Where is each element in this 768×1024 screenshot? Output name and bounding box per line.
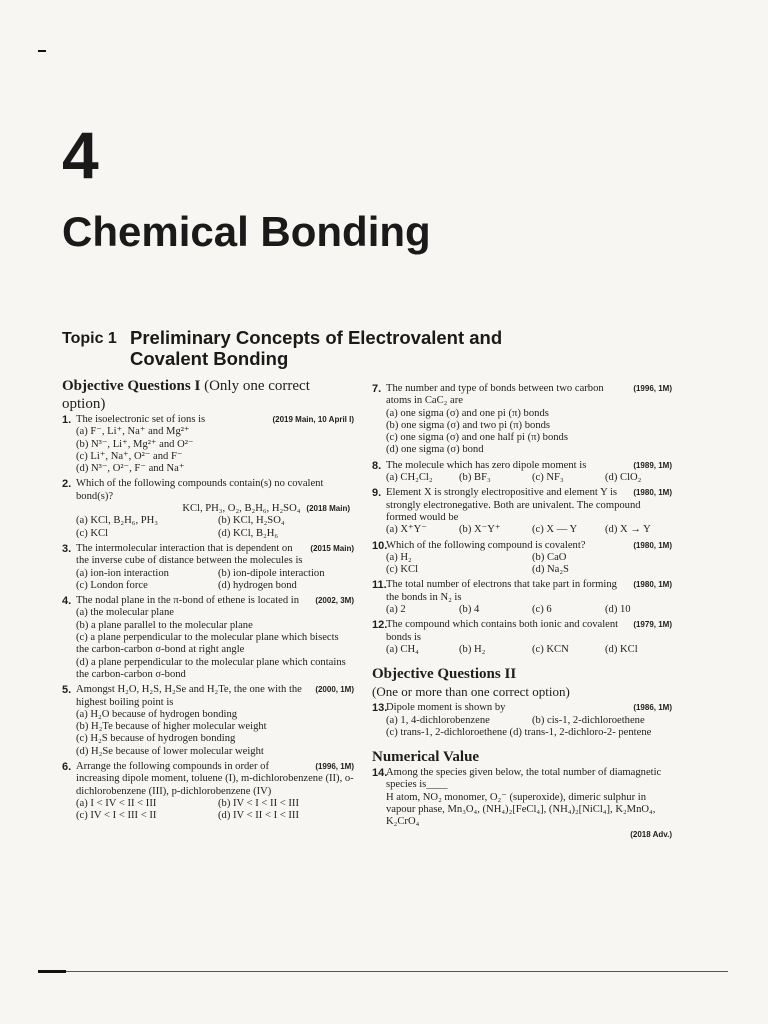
question-number: 4. xyxy=(62,595,72,608)
option: (a) one sigma (σ) and one pi (π) bonds xyxy=(386,407,549,419)
option-list xyxy=(386,524,672,536)
option: (d) ClO₂ xyxy=(605,472,642,484)
option-list xyxy=(386,604,672,616)
option: (a) H₂ xyxy=(386,551,412,563)
option: (c) one sigma (σ) and one half pi (π) bonds xyxy=(386,432,568,444)
q14-species-list: H atom, NO₂ monomer, O₂⁻ (superoxide), dimeric sulphur in vapour phase, Mn₃O₄, (NH₄)₂[FeCl₄], (NH₄)₂[NiCl₄], K₂MnO₄, K₂CrO₄ xyxy=(386,791,656,828)
question-text: The total number of electrons that take part in forming the bonds in N₂ is xyxy=(386,579,617,603)
question-text: The isoelectronic set of ions is xyxy=(76,414,206,425)
exam-tag: (2015 Main) xyxy=(310,543,354,553)
question-number: 7. xyxy=(372,383,382,395)
option: (d) KCl, B₂H₆ xyxy=(218,527,279,539)
question-number: 11. xyxy=(372,579,387,592)
option: (b) H₂Te because of higher molecular weight xyxy=(76,721,267,733)
question-text: The number and type of bonds between two carbon atoms in CaC₂ are xyxy=(386,383,604,407)
option: (b) one sigma (σ) and two pi (π) bonds xyxy=(386,419,551,431)
question-text: The nodal plane in the π-bond of ethene is located in xyxy=(76,595,300,607)
question-text: Amongst H₂O, H₂S, H₂Se and H₂Te, the one with the highest boiling point is xyxy=(76,684,302,708)
option: (c) H₂S because of hydrogen bonding xyxy=(76,733,236,745)
question-text: The compound which contains both ionic and covalent bonds is xyxy=(386,619,619,643)
q13-options xyxy=(386,715,672,727)
section-heading-numerical: Numerical Value xyxy=(372,749,480,766)
option: (a) CH₄ xyxy=(386,643,419,655)
option: (a) H₂O because of hydrogen bonding xyxy=(76,708,238,720)
question-10 xyxy=(372,540,672,577)
option: (a) F⁻, Li⁺, Na⁺ and Mg²⁺ xyxy=(76,426,190,438)
option: (d) IV < II < I < III xyxy=(218,810,299,822)
section-heading-objective-1: Objective Questions I (Only one correct option) xyxy=(62,378,310,412)
option: (b) BF₃ xyxy=(459,472,491,484)
option: (a) X⁺Y⁻ xyxy=(386,524,427,536)
question-6 xyxy=(62,761,354,822)
option: (b) N³⁻, Li⁺, Mg²⁺ and O²⁻ xyxy=(76,438,194,450)
question-number: 10. xyxy=(372,539,388,552)
question-text: Which of the following compounds contain(s) no covalent bond(s)? xyxy=(76,478,324,502)
option: (c) X — Y xyxy=(532,524,578,536)
exam-tag: (1989, 1M) xyxy=(633,460,672,470)
exam-tag: (1980, 1M) xyxy=(633,580,672,590)
question-12 xyxy=(372,619,672,656)
option: (a) 2 xyxy=(386,604,406,616)
option-list xyxy=(386,552,672,577)
option: (c) Li⁺, Na⁺, O²⁻ and F⁻ xyxy=(76,450,183,462)
option: (d) one sigma (σ) bond xyxy=(386,444,484,456)
option-list xyxy=(386,408,672,457)
page-edge-mark xyxy=(38,50,46,52)
question-4 xyxy=(62,595,354,681)
question-text: The molecule which has zero dipole moment is xyxy=(386,459,587,471)
section-heading-objective-2: Objective Questions II xyxy=(372,666,517,683)
question-number: 6. xyxy=(62,761,72,774)
option-list xyxy=(386,472,672,484)
question-2 xyxy=(62,478,354,539)
question-5 xyxy=(62,684,354,758)
chapter-title: Chemical Bonding xyxy=(62,208,431,255)
exam-tag: (2019 Main, 10 April I) xyxy=(272,415,354,424)
question-11 xyxy=(372,579,672,616)
question-text: Which of the following compound is covalent? xyxy=(386,539,586,551)
option: (b) IV < I < II < III xyxy=(218,797,299,809)
option: (b) KCl, H₂SO₄ xyxy=(218,515,285,527)
exam-tag: (2002, 3M) xyxy=(315,596,354,606)
footer-rule xyxy=(38,971,728,972)
option: (a) KCl, B₂H₆, PH₃ xyxy=(76,515,158,527)
option: (c) KCl xyxy=(76,527,109,539)
option-list xyxy=(76,607,354,681)
option: (d) N³⁻, O²⁻, F⁻ and Na⁺ xyxy=(76,463,185,475)
option: (b) 4 xyxy=(459,604,480,616)
exam-tag: (2018 Adv.) xyxy=(630,829,672,839)
option-list xyxy=(76,515,354,540)
exam-tag: (2018 Main) xyxy=(306,504,350,514)
option: (a) I < IV < II < III xyxy=(76,797,157,809)
question-1 xyxy=(62,414,354,475)
exam-tag: (1996, 1M) xyxy=(315,762,354,772)
section-note-objective-2: (One or more than one correct option) xyxy=(372,684,570,700)
option: (b) ion-dipole interaction xyxy=(218,567,325,579)
option: (c) a plane perpendicular to the molecular plane which bisects the carbon-carbon σ-bond at right angle xyxy=(76,632,339,656)
option: (b) X⁻Y⁺ xyxy=(459,524,501,536)
question-list-left xyxy=(62,414,354,823)
option: (a) CH₂Cl₂ xyxy=(386,472,433,484)
option: (d) X → Y xyxy=(605,524,651,536)
option: (a) the molecular plane xyxy=(76,607,174,619)
option: (d) H₂Se because of lower molecular weight xyxy=(76,745,264,757)
question-list-right xyxy=(372,383,672,656)
option-list xyxy=(76,798,354,823)
question-number: 12. xyxy=(372,619,388,632)
question-number: 8. xyxy=(372,459,382,472)
option-list xyxy=(76,568,354,593)
question-14: 14. Among the species given below, the total number of diamagnetic species is____ H atom, NO₂ monomer, O₂⁻ (superoxide), dimeric sulphur in vapour phase, Mn₃O₄, (NH₄)₂[FeCl₄], (NH₄)₂[NiCl₄], K₂MnO₄, K₂CrO₄ (2018 Adv.) xyxy=(372,767,672,841)
question-text: Arrange the following compounds in order of increasing dipole moment, toluene (I), m-dichlorobenzene (II), o-dichlorobenzene (III), p-dichlorobenzene (IV) xyxy=(76,761,354,797)
exam-tag: (1996, 1M) xyxy=(633,384,672,393)
option: (c) London force xyxy=(76,579,148,591)
option: (c) IV < I < III < II xyxy=(76,810,157,822)
formula-line: KCl, PH₃, O₂, B₂H₆, H₂SO₄ xyxy=(182,503,301,515)
option: (c) 6 xyxy=(532,604,552,616)
option: (d) hydrogen bond xyxy=(218,579,297,591)
question-number: 3. xyxy=(62,542,72,555)
option: (d) a plane perpendicular to the molecular plane which contains the carbon-carbon σ-bond xyxy=(76,656,346,680)
option: (c) NF₃ xyxy=(532,472,564,484)
question-text: Element X is strongly electropositive and element Y is strongly electronegative. Both are univalent. The compound formed would be xyxy=(386,487,641,523)
option: (d) Na₂S xyxy=(532,564,569,576)
question-number: 2. xyxy=(62,478,72,491)
exam-tag: (2000, 1M) xyxy=(315,685,354,695)
option: (a) 1, 4-dichlorobenzene xyxy=(386,714,490,726)
question-text: The intermolecular interaction that is dependent on the inverse cube of distance between the molecules is xyxy=(76,542,303,567)
option: (b) cis-1, 2-dichloroethene xyxy=(532,714,645,726)
topic-label: Topic 1 xyxy=(62,330,117,347)
exam-tag: (1980, 1M) xyxy=(633,540,672,550)
question-number: 9. xyxy=(372,487,382,500)
option: (c) KCN xyxy=(532,643,569,655)
option: (a) ion-ion interaction xyxy=(76,567,169,579)
option: (d) 10 xyxy=(605,604,631,616)
option-list xyxy=(76,426,354,475)
question-3 xyxy=(62,543,354,592)
question-9 xyxy=(372,487,672,536)
question-number: 5. xyxy=(62,684,72,697)
option: (c) KCl xyxy=(386,564,419,576)
chapter-number: 4 xyxy=(62,118,99,192)
topic-title: Preliminary Concepts of Electrovalent and Covalent Bonding xyxy=(130,327,503,369)
question-13: 13. (1986, 1M) Dipole moment is shown by (a) 1, 4-dichlorobenzene (b) cis-1, 2-dichloroethene (c) trans-1, 2-dichloroethene (d) trans-1, 2-dichloro-2- pentene xyxy=(372,702,672,738)
option: (b) a plane parallel to the molecular plane xyxy=(76,619,253,631)
option: (d) KCl xyxy=(605,643,638,655)
question-number: 1. xyxy=(62,414,72,426)
question-7 xyxy=(372,383,672,457)
right-column xyxy=(372,383,672,844)
option: (b) H₂ xyxy=(459,643,486,655)
exam-tag: (1979, 1M) xyxy=(633,620,672,630)
option-list xyxy=(386,644,672,656)
page-edge-mark xyxy=(38,970,66,973)
option-list xyxy=(76,709,354,758)
question-8 xyxy=(372,460,672,485)
exam-tag: (1980, 1M) xyxy=(633,488,672,498)
option: (b) CaO xyxy=(532,551,567,563)
option: (c) trans-1, 2-dichloroethene (d) trans-1, 2-dichloro-2- pentene xyxy=(386,726,652,738)
left-column xyxy=(62,377,354,826)
